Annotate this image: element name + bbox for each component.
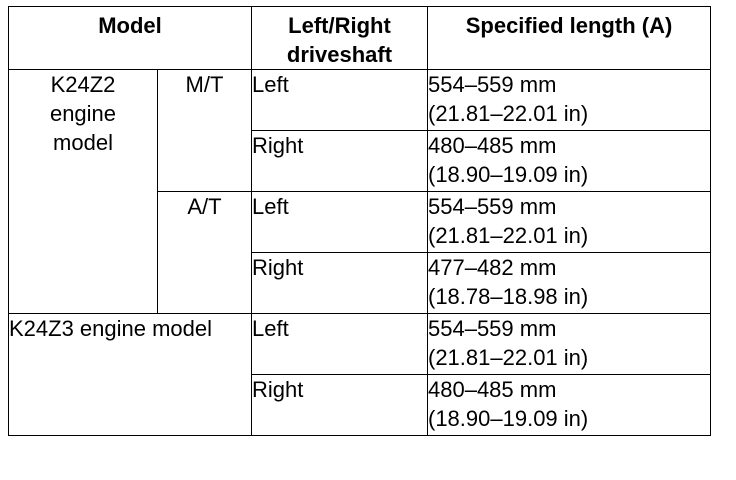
length-inch: (21.81–22.01 in)	[428, 101, 589, 126]
length-cell	[428, 131, 711, 192]
side-label: Right	[252, 377, 304, 402]
transmission-label: M/T	[185, 72, 224, 97]
side-label: Left	[252, 72, 289, 97]
transmission-cell-mt	[158, 70, 252, 192]
side-label: Left	[252, 194, 289, 219]
length-inch: (18.90–19.09 in)	[428, 406, 589, 431]
engine-label-line: K24Z2	[50, 72, 116, 97]
engine-label-line: engine	[49, 101, 117, 126]
length-inch: (21.81–22.01 in)	[428, 223, 589, 248]
side-label: Right	[252, 255, 304, 280]
length-cell	[428, 314, 711, 375]
transmission-label: A/T	[187, 194, 222, 219]
length-cell	[428, 70, 711, 131]
length-mm: 477–482 mm	[428, 255, 557, 280]
engine-label-line: model	[53, 130, 113, 155]
engine-cell-k24z3	[9, 314, 252, 436]
header-driveshaft-line2: driveshaft	[286, 42, 393, 67]
length-mm: 480–485 mm	[428, 133, 557, 158]
side-cell	[252, 375, 428, 436]
side-cell	[252, 131, 428, 192]
header-driveshaft	[252, 7, 428, 70]
length-cell	[428, 253, 711, 314]
engine-cell-k24z2	[9, 70, 158, 314]
header-length	[428, 7, 711, 70]
length-inch: (18.90–19.09 in)	[428, 162, 589, 187]
side-cell	[252, 192, 428, 253]
side-cell	[252, 70, 428, 131]
length-inch: (21.81–22.01 in)	[428, 345, 589, 370]
header-model	[9, 7, 252, 70]
table-row	[9, 314, 711, 375]
length-mm: 554–559 mm	[428, 316, 557, 341]
side-cell	[252, 314, 428, 375]
transmission-cell-at	[158, 192, 252, 314]
header-model-label: Model	[98, 13, 162, 38]
side-cell	[252, 253, 428, 314]
length-mm: 554–559 mm	[428, 194, 557, 219]
length-inch: (18.78–18.98 in)	[428, 284, 589, 309]
length-cell	[428, 192, 711, 253]
side-label: Right	[252, 133, 304, 158]
length-mm: 480–485 mm	[428, 377, 557, 402]
driveshaft-length-table	[8, 6, 711, 436]
side-label: Left	[252, 316, 289, 341]
table-row	[9, 70, 711, 131]
engine-label: K24Z3 engine model	[9, 316, 213, 341]
header-row	[9, 7, 711, 70]
header-driveshaft-line1: Left/Right	[288, 13, 391, 38]
header-length-label: Specified length (A)	[465, 13, 673, 38]
length-mm: 554–559 mm	[428, 72, 557, 97]
length-cell	[428, 375, 711, 436]
